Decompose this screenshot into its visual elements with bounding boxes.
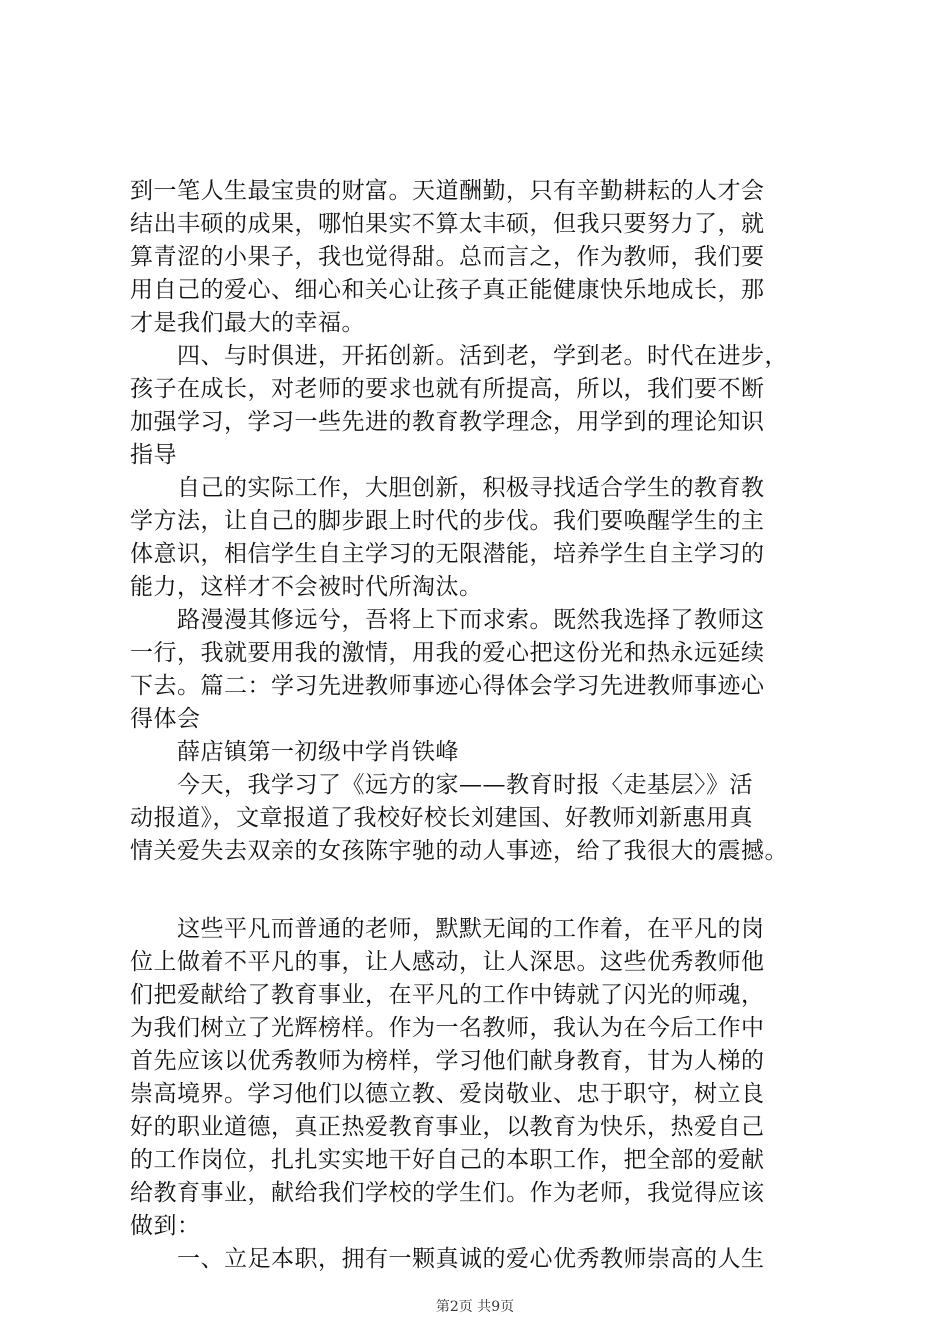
text-line: 加强学习，学习一些先进的教育教学理念，用学到的理论知识 [130, 409, 765, 435]
text-line: 下去。篇二：学习先进教师事迹心得体会学习先进教师事迹心 [130, 673, 765, 699]
text-line: 做到： [130, 1213, 201, 1239]
page-footer [0, 1296, 950, 1316]
text-line: 四、与时俱进，开拓创新。活到老，学到老。时代在进步， [130, 343, 788, 369]
text-line: 结出丰硕的成果，哪怕果实不算太丰硕，但我只要努力了，就 [130, 211, 765, 237]
text-line: 崇高境界。学习他们以德立教、爱岗敬业、忠于职守，树立良 [130, 1081, 765, 1107]
text-line: 路漫漫其修远兮，吾将上下而求索。既然我选择了教师这 [130, 607, 765, 633]
text-line: 们把爱献给了教育事业，在平凡的工作中铸就了闪光的师魂， [130, 982, 765, 1008]
text-line: 的工作岗位，扎扎实实地干好自己的本职工作，把全部的爱献 [130, 1147, 765, 1173]
text-line: 位上做着不平凡的事，让人感动，让人深思。这些优秀教师他 [130, 949, 765, 975]
text-line: 情关爱失去双亲的女孩陈宇驰的动人事迹，给了我很大的震撼。 [130, 838, 788, 864]
text-line: 一、立足本职，拥有一颗真诚的爱心优秀教师崇高的人生 [130, 1246, 765, 1272]
text-line: 学方法，让自己的脚步跟上时代的步伐。我们要唤醒学生的主 [130, 508, 765, 534]
text-line: 薛店镇第一初级中学肖铁峰 [130, 739, 459, 765]
text-line: 指导 [130, 442, 177, 468]
page-number: 第2页 共9页 [435, 1299, 515, 1315]
text-line: 为我们树立了光辉榜样。作为一名教师，我认为在今后工作中 [130, 1015, 765, 1041]
text-line: 孩子在成长，对老师的要求也就有所提高，所以，我们要不断 [130, 376, 765, 402]
text-line: 首先应该以优秀教师为榜样，学习他们献身教育，甘为人梯的 [130, 1048, 765, 1074]
text-line: 用自己的爱心、细心和关心让孩子真正能健康快乐地成长，那 [130, 277, 765, 303]
text-line: 得体会 [130, 706, 201, 732]
text-line: 体意识，相信学生自主学习的无限潜能，培养学生自主学习的 [130, 541, 765, 567]
text-line: 自己的实际工作，大胆创新，积极寻找适合学生的教育教 [130, 475, 765, 501]
text-line: 才是我们最大的幸福。 [130, 310, 365, 336]
text-line: 今天，我学习了《远方的家——教育时报〈走基层〉》活 [130, 772, 753, 798]
text-line: 给教育事业，献给我们学校的学生们。作为老师，我觉得应该 [130, 1180, 765, 1206]
text-line: 到一笔人生最宝贵的财富。天道酬勤，只有辛勤耕耘的人才会 [130, 178, 765, 204]
text-line: 好的职业道德，真正热爱教育事业，以教育为快乐，热爱自己 [130, 1114, 765, 1140]
text-line: 算青涩的小果子，我也觉得甜。总而言之，作为教师，我们要 [130, 244, 765, 270]
text-line: 能力，这样才不会被时代所淘汰。 [130, 574, 483, 600]
text-line: 这些平凡而普通的老师，默默无闻的工作着，在平凡的岗 [130, 916, 765, 942]
text-line: 动报道》，文章报道了我校好校长刘建国、好教师刘新惠用真 [130, 805, 753, 831]
text-line: 一行，我就要用我的激情，用我的爱心把这份光和热永远延续 [130, 640, 765, 666]
